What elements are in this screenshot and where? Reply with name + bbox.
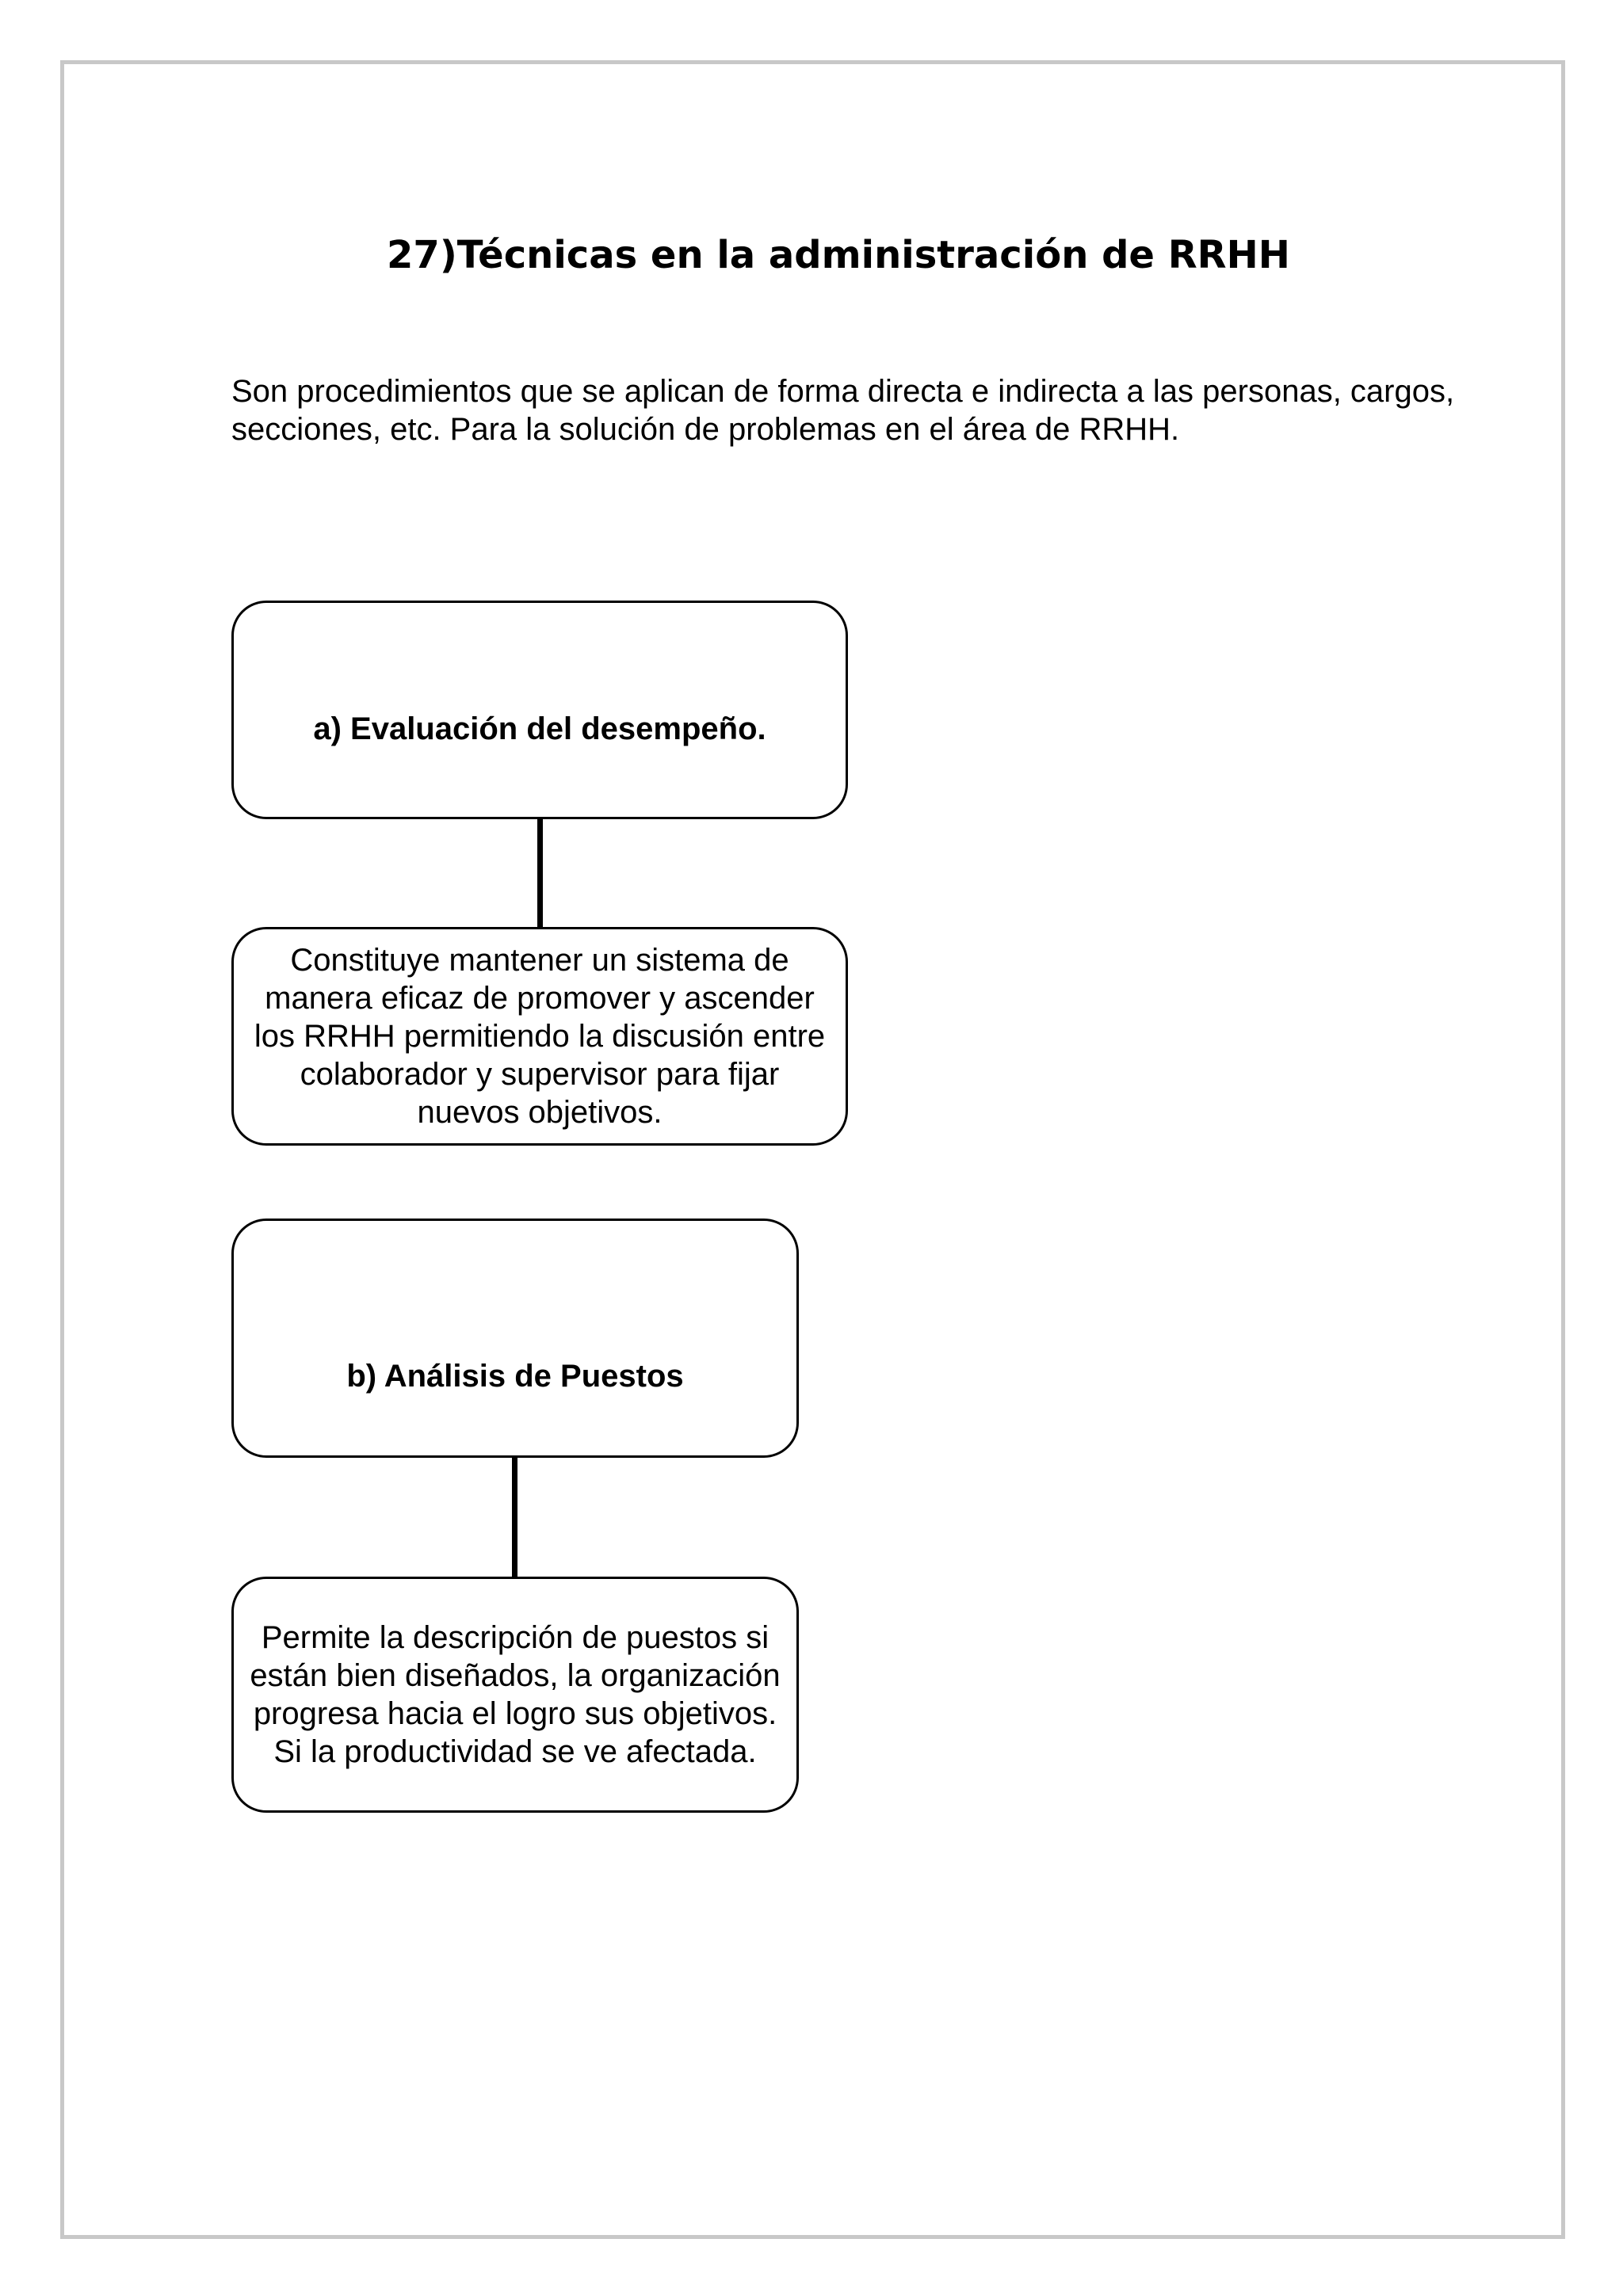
- node-description-text: Constituye mantener un sistema de manera eficaz de promover y ascender los RRHH permitiendo la discusión entre colaborador y supervisor para fijar nuevos objetivos.: [254, 943, 826, 1130]
- intro-paragraph: Son procedimientos que se aplican de forma directa e indirecta a las personas, cargos, secciones, etc. Para la solución de problemas en el área de RRHH.: [231, 374, 1455, 447]
- page-title: 27)Técnicas en la administración de RRHH: [387, 233, 1290, 277]
- connector-line: [537, 819, 543, 927]
- node-description-analisis: [231, 1577, 799, 1813]
- node-heading-analisis: [231, 1219, 799, 1458]
- node-heading-evaluacion: [231, 601, 848, 819]
- node-heading-label: a) Evaluación del desempeño.: [313, 711, 766, 746]
- node-description-text: Permite la descripción de puestos si están bien diseñados, la organización progresa hacia el logro sus objetivos. Si la productividad se ve afectada.: [250, 1620, 781, 1769]
- connector-line: [512, 1458, 517, 1577]
- node-heading-label: b) Análisis de Puestos: [346, 1359, 684, 1394]
- node-description-evaluacion: [231, 927, 848, 1146]
